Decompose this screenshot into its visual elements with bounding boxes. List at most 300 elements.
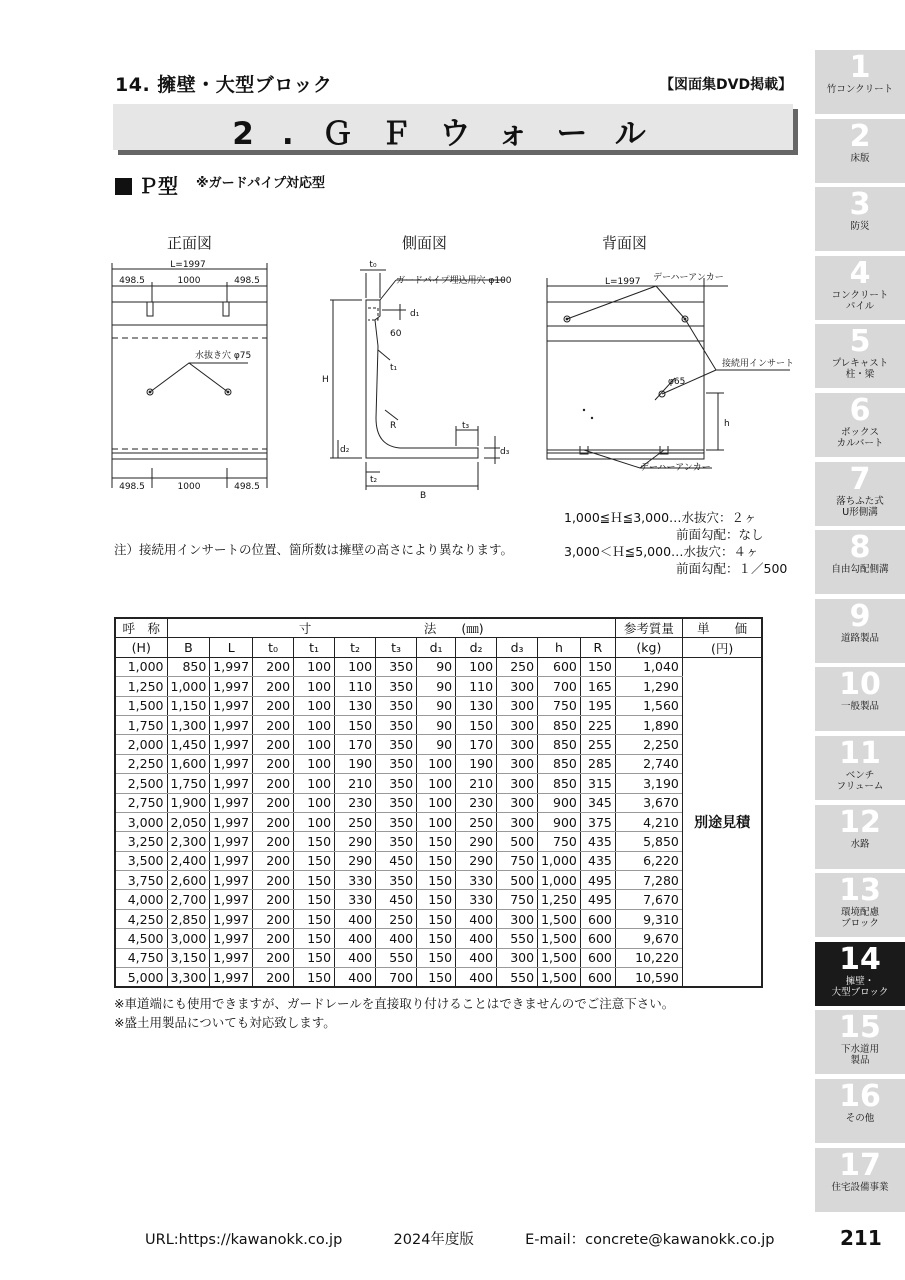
table-cell: 200 [253, 832, 294, 851]
table-cell: 750 [497, 890, 538, 909]
col-header: t₂ [335, 638, 376, 657]
table-row [115, 929, 762, 948]
table-body [115, 657, 762, 987]
side-tab-6[interactable] [815, 393, 905, 457]
footnote-2: ※盛土用製品についても対応致します。 [114, 1015, 336, 1030]
side-d3-label: d₃ [500, 447, 510, 457]
front-top-dim-2: 1000 [177, 276, 201, 286]
table-cell: 350 [376, 657, 417, 676]
table-cell: 2,750 [115, 793, 167, 812]
table-cell: 900 [538, 812, 581, 831]
table-cell: 150 [294, 832, 335, 851]
table-cell: 200 [253, 715, 294, 734]
tab-label: 環境配慮 ブロック [840, 907, 879, 930]
table-cell: 4,500 [115, 929, 167, 948]
side-d2-label: d₂ [340, 445, 350, 455]
table-cell: 495 [580, 890, 615, 909]
footer-year: 2024年度版 [393, 1232, 474, 1248]
table-cell: 750 [538, 696, 581, 715]
table-cell: 350 [376, 696, 417, 715]
back-phi-label: φ65 [668, 377, 686, 387]
table-cell: 100 [335, 657, 376, 676]
table-cell: 2,740 [615, 754, 682, 773]
table-cell: 6,220 [615, 851, 682, 870]
table-cell: 2,600 [167, 871, 210, 890]
table-cell: 165 [580, 677, 615, 696]
tab-number: 12 [839, 804, 881, 840]
tab-number: 1 [849, 50, 871, 85]
footer-url[interactable]: URL:https://kawanokk.co.jp [145, 1232, 343, 1248]
footnote-1: ※車道端にも使用できますが、ガードレールを直接取り付けることはできませんのでご注意下さい。 [114, 996, 675, 1011]
table-cell: 330 [456, 890, 497, 909]
table-cell: 300 [497, 812, 538, 831]
table-cell: 290 [335, 832, 376, 851]
col-header: B [167, 638, 210, 657]
pipe-hole-label: ガードパイプ埋込用穴 φ100 [396, 276, 512, 286]
side-tab-1[interactable] [815, 50, 905, 114]
tab-number: 5 [849, 324, 871, 360]
table-cell: 250 [456, 812, 497, 831]
table-cell: 2,700 [167, 890, 210, 909]
table-cell: 1,997 [210, 735, 253, 754]
footer-email[interactable]: E-mail：concrete@kawanokk.co.jp [525, 1232, 775, 1248]
table-cell: 200 [253, 793, 294, 812]
table-cell: 300 [497, 715, 538, 734]
front-bottom-dim-2: 1000 [177, 482, 201, 492]
col-header: d₁ [417, 638, 456, 657]
table-cell: 750 [497, 851, 538, 870]
tab-label: コンクリート パイル [831, 289, 889, 312]
side-tab-4[interactable] [815, 256, 905, 320]
table-cell: 200 [253, 929, 294, 948]
table-cell: 500 [497, 871, 538, 890]
condition-2a: 3,000＜Ｈ≦5,000…水抜穴：４ヶ [564, 544, 759, 559]
table-cell: 100 [417, 754, 456, 773]
table-cell: 2,250 [615, 735, 682, 754]
table-row [115, 871, 762, 890]
table-cell: 345 [580, 793, 615, 812]
side-tab-8[interactable] [815, 530, 905, 594]
header-price: 単 価 [682, 618, 762, 638]
table-cell: 5,000 [115, 968, 167, 988]
table-cell: 1,997 [210, 696, 253, 715]
table-cell: 400 [456, 948, 497, 967]
table-cell: 400 [456, 968, 497, 988]
table-cell: 435 [580, 851, 615, 870]
table-cell: 1,900 [167, 793, 210, 812]
table-cell: 90 [417, 715, 456, 734]
table-cell: 495 [580, 871, 615, 890]
table-cell: 400 [335, 968, 376, 988]
table-cell: 375 [580, 812, 615, 831]
back-view [547, 278, 790, 468]
back-h-label: h [724, 419, 730, 429]
table-cell: 330 [335, 890, 376, 909]
tab-number: 13 [839, 873, 881, 909]
table-cell: 600 [580, 909, 615, 928]
table-cell: 4,250 [115, 909, 167, 928]
table-cell: 400 [376, 929, 417, 948]
table-cell: 1,500 [538, 968, 581, 988]
table-cell: 3,000 [115, 812, 167, 831]
table-cell: 200 [253, 968, 294, 988]
table-cell: 150 [335, 715, 376, 734]
tab-label: 住宅設備事業 [831, 1181, 889, 1193]
table-cell: 100 [456, 657, 497, 676]
table-cell: 850 [538, 754, 581, 773]
table-cell: 150 [417, 909, 456, 928]
table-cell: 1,750 [115, 715, 167, 734]
table-cell: 100 [417, 793, 456, 812]
table-cell: 400 [335, 909, 376, 928]
table-cell: 1,997 [210, 832, 253, 851]
front-L-label: L=1997 [170, 260, 206, 270]
table-cell: 1,500 [538, 948, 581, 967]
table-cell: 350 [376, 715, 417, 734]
table-cell: 550 [497, 929, 538, 948]
table-cell: 700 [538, 677, 581, 696]
table-cell: 1,997 [210, 968, 253, 988]
side-d1-label: d₁ [410, 309, 420, 319]
tab-label: 擁壁・ 大型ブロック [831, 975, 889, 998]
table-cell: 150 [294, 871, 335, 890]
table-cell: 400 [335, 948, 376, 967]
table-cell: 290 [456, 851, 497, 870]
insert-note: 注）接続用インサートの位置、箇所数は擁壁の高さにより異なります。 [114, 542, 514, 557]
table-cell: 330 [456, 871, 497, 890]
table-cell: 200 [253, 851, 294, 870]
table-cell: 300 [497, 735, 538, 754]
price-cell: 別途見積 [682, 657, 762, 987]
tab-number: 8 [849, 530, 871, 566]
table-cell: 300 [497, 948, 538, 967]
table-cell: 200 [253, 909, 294, 928]
table-cell: 750 [538, 832, 581, 851]
table-cell: 450 [376, 851, 417, 870]
table-cell: 600 [580, 948, 615, 967]
table-cell: 1,997 [210, 890, 253, 909]
table-cell: 3,750 [115, 871, 167, 890]
table-cell: 290 [456, 832, 497, 851]
table-cell: 2,850 [167, 909, 210, 928]
table-cell: 3,670 [615, 793, 682, 812]
dvd-note: 【図面集DVD掲載】 [660, 77, 793, 93]
table-cell: 400 [456, 909, 497, 928]
table-cell: 1,997 [210, 677, 253, 696]
tab-number: 17 [839, 1147, 881, 1183]
tab-label: その他 [845, 1113, 875, 1124]
side-tab-10[interactable] [815, 667, 905, 731]
table-row [115, 754, 762, 773]
condition-1b: 前面勾配：なし [676, 527, 764, 542]
table-cell: 350 [376, 677, 417, 696]
table-cell: 200 [253, 677, 294, 696]
back-view-label: 背面図 [602, 234, 648, 252]
table-cell: 1,000 [115, 657, 167, 676]
square-bullet-icon [115, 178, 132, 195]
col-header: t₀ [253, 638, 294, 657]
side-tab-11[interactable] [815, 736, 905, 800]
table-row [115, 890, 762, 909]
col-header: R [580, 638, 615, 657]
tab-number: 3 [849, 187, 871, 223]
table-cell: 2,300 [167, 832, 210, 851]
table-cell: 100 [294, 677, 335, 696]
section-title: 14. 擁壁・大型ブロック [115, 74, 333, 96]
side-t0-label: t₀ [369, 260, 377, 270]
table-cell: 210 [335, 774, 376, 793]
table-cell: 850 [538, 735, 581, 754]
front-bottom-dim-1: 498.5 [119, 482, 145, 492]
back-L-label: L=1997 [605, 277, 641, 287]
table-cell: 150 [417, 968, 456, 988]
tab-label: 水路 [850, 838, 870, 850]
table-cell: 850 [538, 774, 581, 793]
table-cell: 1,997 [210, 793, 253, 812]
tab-label: ボックス カルバート [836, 427, 884, 449]
front-view-label: 正面図 [167, 234, 213, 252]
table-cell: 1,290 [615, 677, 682, 696]
tab-label: 自由勾配側溝 [831, 564, 889, 576]
side-view [330, 270, 505, 490]
type-sub: ※ガードパイプ対応型 [196, 176, 325, 191]
table-cell: 1,997 [210, 812, 253, 831]
spec-table [114, 617, 763, 988]
table-row [115, 851, 762, 870]
tab-number: 4 [849, 255, 871, 291]
table-cell: 700 [376, 968, 417, 988]
table-row [115, 968, 762, 988]
table-cell: 2,500 [115, 774, 167, 793]
condition-2b: 前面勾配：１／500 [676, 561, 788, 576]
table-cell: 550 [497, 968, 538, 988]
side-tab-13[interactable] [815, 873, 905, 937]
table-cell: 4,210 [615, 812, 682, 831]
table-cell: 150 [417, 948, 456, 967]
side-tab-9[interactable] [815, 599, 905, 663]
table-cell: 300 [497, 696, 538, 715]
table-cell: 90 [417, 657, 456, 676]
table-cell: 1,000 [167, 677, 210, 696]
tab-label: 道路製品 [840, 632, 879, 644]
table-cell: 1,560 [615, 696, 682, 715]
table-cell: 350 [376, 871, 417, 890]
side-tab-14[interactable] [815, 942, 905, 1006]
table-cell: 1,750 [167, 774, 210, 793]
table-cell: 1,500 [538, 929, 581, 948]
type-main: Ｐ型 [138, 174, 178, 198]
table-cell: 1,997 [210, 871, 253, 890]
table-cell: 1,997 [210, 948, 253, 967]
front-view [112, 263, 267, 488]
table-cell: 150 [294, 909, 335, 928]
side-R-label: R [390, 421, 397, 431]
table-cell: 200 [253, 735, 294, 754]
table-cell: 150 [580, 657, 615, 676]
table-cell: 230 [335, 793, 376, 812]
side-tab-17[interactable] [815, 1148, 905, 1212]
table-cell: 200 [253, 890, 294, 909]
table-cell: 1,250 [538, 890, 581, 909]
side-tab-15[interactable] [815, 1010, 905, 1074]
technical-drawing [100, 250, 800, 510]
header-name: 呼 称 [115, 618, 167, 638]
footer [145, 1228, 774, 1249]
anchor-bottom-label: デーハーアンカー [640, 463, 711, 473]
table-cell: 225 [580, 715, 615, 734]
table-row [115, 909, 762, 928]
table-cell: 1,997 [210, 657, 253, 676]
table-cell: 1,600 [167, 754, 210, 773]
page-title: 2.ＧＦウォール [232, 116, 674, 152]
table-cell: 7,280 [615, 871, 682, 890]
tab-label: 落ちふた式 U形側溝 [836, 495, 884, 518]
table-row [115, 735, 762, 754]
table-cell: 1,450 [167, 735, 210, 754]
col-header: t₁ [294, 638, 335, 657]
table-cell: 600 [538, 657, 581, 676]
table-cell: 1,500 [538, 909, 581, 928]
table-cell: 400 [335, 929, 376, 948]
table-cell: 7,670 [615, 890, 682, 909]
table-cell: 400 [456, 929, 497, 948]
tab-number: 15 [839, 1010, 881, 1046]
table-cell: 1,997 [210, 774, 253, 793]
table-cell: 110 [456, 677, 497, 696]
table-cell: 110 [335, 677, 376, 696]
side-tab-7[interactable] [815, 462, 905, 526]
table-cell: 150 [456, 715, 497, 734]
drain-hole-label: 水抜き穴 φ75 [195, 351, 252, 361]
table-cell: 1,997 [210, 851, 253, 870]
tab-label: 一般製品 [840, 701, 879, 713]
table-cell: 350 [376, 832, 417, 851]
table-cell: 350 [376, 812, 417, 831]
table-cell: 100 [417, 812, 456, 831]
header-mass-unit: (kg) [615, 638, 682, 657]
table-row [115, 793, 762, 812]
table-cell: 200 [253, 657, 294, 676]
table-cell: 3,500 [115, 851, 167, 870]
table-cell: 500 [497, 832, 538, 851]
table-cell: 250 [335, 812, 376, 831]
table-cell: 1,997 [210, 929, 253, 948]
side-H-label: H [322, 375, 329, 385]
side-tab-2[interactable] [815, 119, 905, 183]
table-cell: 1,000 [538, 871, 581, 890]
table-cell: 150 [417, 851, 456, 870]
side-tab-12[interactable] [815, 805, 905, 869]
col-header: d₃ [497, 638, 538, 657]
table-cell: 1,040 [615, 657, 682, 676]
table-cell: 9,310 [615, 909, 682, 928]
type-heading [115, 170, 325, 199]
table-cell: 450 [376, 890, 417, 909]
table-cell: 100 [294, 715, 335, 734]
table-cell: 150 [417, 871, 456, 890]
table-cell: 300 [497, 909, 538, 928]
table-cell: 1,250 [115, 677, 167, 696]
table-cell: 200 [253, 812, 294, 831]
table-cell: 2,050 [167, 812, 210, 831]
col-header: d₂ [456, 638, 497, 657]
tab-number: 14 [839, 941, 881, 977]
table-cell: 200 [253, 774, 294, 793]
table-row [115, 715, 762, 734]
tab-number: 9 [849, 598, 871, 634]
table-cell: 1,997 [210, 909, 253, 928]
side-tab-5[interactable] [815, 324, 905, 388]
table-cell: 300 [497, 793, 538, 812]
side-tab-3[interactable] [815, 187, 905, 251]
table-cell: 90 [417, 696, 456, 715]
table-cell: 170 [456, 735, 497, 754]
table-cell: 150 [294, 948, 335, 967]
insert-label: 接続用インサート [722, 359, 795, 369]
table-row [115, 832, 762, 851]
table-cell: 150 [294, 851, 335, 870]
tab-label: ベンチ フリューム [836, 770, 884, 792]
table-cell: 850 [538, 715, 581, 734]
table-cell: 300 [497, 677, 538, 696]
tab-number: 2 [849, 118, 871, 154]
table-cell: 195 [580, 696, 615, 715]
table-cell: 1,890 [615, 715, 682, 734]
tab-number: 10 [839, 667, 881, 703]
table-cell: 130 [335, 696, 376, 715]
table-cell: 285 [580, 754, 615, 773]
table-cell: 3,150 [167, 948, 210, 967]
table-cell: 350 [376, 793, 417, 812]
table-cell: 210 [456, 774, 497, 793]
table-cell: 255 [580, 735, 615, 754]
table-cell: 600 [580, 968, 615, 988]
col-header: h [538, 638, 581, 657]
table-cell: 100 [294, 812, 335, 831]
tab-label: 床版 [850, 152, 870, 164]
tab-number: 16 [839, 1079, 881, 1114]
table-cell: 5,850 [615, 832, 682, 851]
table-row [115, 677, 762, 696]
side-60-label: 60 [390, 329, 402, 339]
table-cell: 190 [456, 754, 497, 773]
table-cell: 900 [538, 793, 581, 812]
page-number: 211 [840, 1226, 882, 1250]
table-cell: 100 [294, 793, 335, 812]
table-cell: 100 [294, 754, 335, 773]
tab-number: 7 [849, 461, 871, 497]
table-cell: 150 [294, 890, 335, 909]
table-cell: 230 [456, 793, 497, 812]
side-t1-label: t₁ [390, 363, 398, 373]
table-row [115, 812, 762, 831]
table-cell: 290 [335, 851, 376, 870]
table-cell: 350 [376, 754, 417, 773]
table-cell: 150 [294, 968, 335, 988]
side-t3-label: t₃ [462, 421, 470, 431]
table-cell: 1,997 [210, 754, 253, 773]
table-cell: 330 [335, 871, 376, 890]
table-cell: 350 [376, 774, 417, 793]
header-price-unit: (円) [682, 638, 762, 657]
side-B-label: B [420, 491, 427, 501]
table-cell: 3,190 [615, 774, 682, 793]
table-cell: 300 [497, 774, 538, 793]
tab-label: 下水道用 製品 [840, 1044, 879, 1067]
col-header: t₃ [376, 638, 417, 657]
table-cell: 150 [294, 929, 335, 948]
side-tab-16[interactable] [815, 1079, 905, 1143]
